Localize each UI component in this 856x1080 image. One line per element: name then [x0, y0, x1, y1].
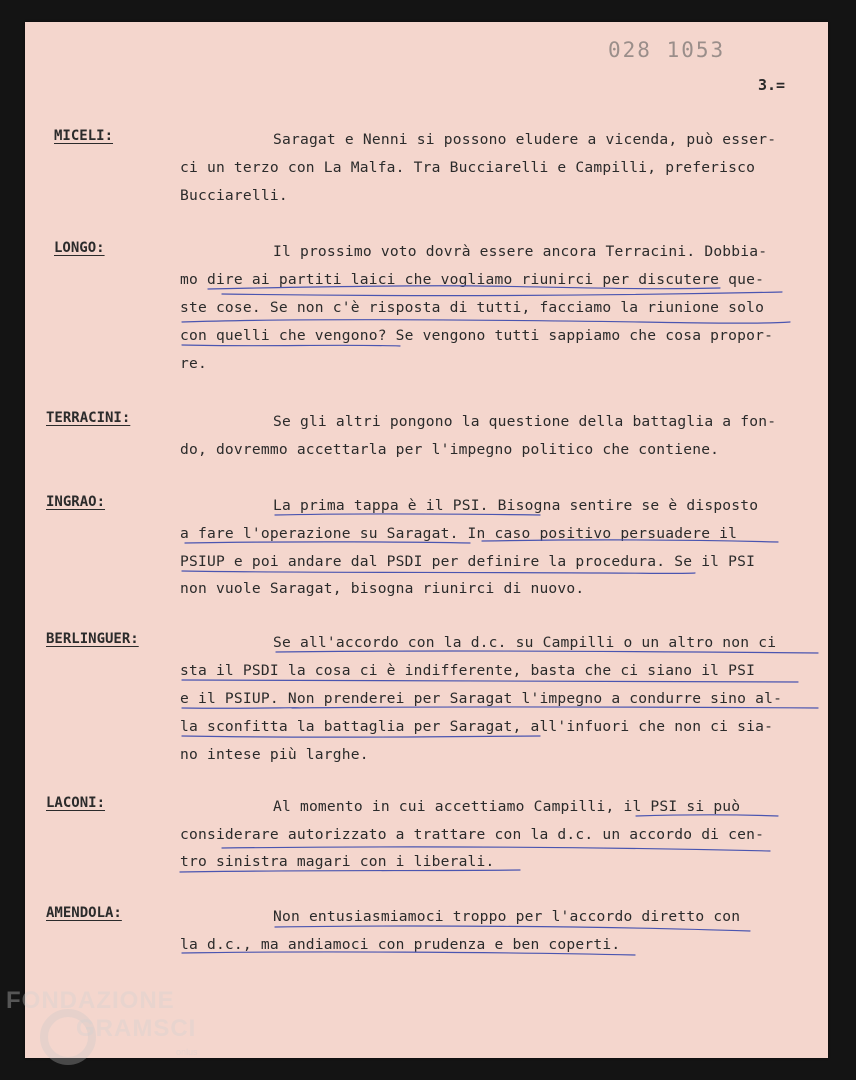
text-line: sta il PSDI la cosa ci è indifferente, basta che ci siano il PSI [180, 662, 756, 679]
speaker-laconi: LACONI: [46, 795, 106, 811]
speaker-berlinguer: BERLINGUER: [46, 631, 139, 647]
watermark-suffix: onlus [176, 1047, 198, 1057]
speaker-amendola: AMENDOLA: [46, 905, 122, 921]
text-line: considerare autorizzato a trattare con la d.c. un accordo di cen- [180, 826, 765, 843]
text-line: do, dovremmo accettarla per l'impegno politico che contiene. [180, 441, 720, 458]
text-line: a fare l'operazione su Saragat. In caso positivo persuadere il [180, 525, 738, 542]
text-line: e il PSIUP. Non prenderei per Saragat l'impegno a condurre sino al- [180, 690, 783, 707]
text-line: Se all'accordo con la d.c. su Campilli o un altro non ci [273, 634, 777, 651]
text-line: la d.c., ma andiamoci con prudenza e ben coperti. [180, 936, 621, 953]
watermark-line1: FONDAZIONE [6, 987, 175, 1014]
text-line: re. [180, 355, 207, 372]
text-line: Saragat e Nenni si possono eludere a vicenda, può esser- [273, 131, 777, 148]
text-line: La prima tappa è il PSI. Bisogna sentire se è disposto [273, 497, 759, 514]
speaker-terracini: TERRACINI: [46, 410, 131, 426]
text-line: Se gli altri pongono la questione della battaglia a fon- [273, 413, 777, 430]
text-line: PSIUP e poi andare dal PSDI per definire la procedura. Se il PSI [180, 553, 756, 570]
speaker-longo: LONGO: [54, 240, 105, 256]
watermark-line2: GRAMSCI [76, 1015, 197, 1042]
text-line: ci un terzo con La Malfa. Tra Bucciarelli e Campilli, preferisco [180, 159, 756, 176]
text-line: non vuole Saragat, bisogna riunirci di nuovo. [180, 580, 585, 597]
foundation-watermark [4, 987, 224, 1077]
text-line: mo dire ai partiti laici che vogliamo riunirci per discutere que- [180, 271, 765, 288]
text-line: Al momento in cui accettiamo Campilli, il PSI si può [273, 798, 741, 815]
text-line: Il prossimo voto dovrà essere ancora Terracini. Dobbia- [273, 243, 768, 260]
page-number: 3.= [758, 76, 786, 94]
speaker-ingrao: INGRAO: [46, 494, 106, 510]
text-line: no intese più larghe. [180, 746, 369, 763]
text-line: ste cose. Se non c'è risposta di tutti, facciamo la riunione solo [180, 299, 765, 316]
speaker-miceli: MICELI: [54, 128, 114, 144]
text-line: Non entusiasmiamoci troppo per l'accordo diretto con [273, 908, 741, 925]
text-line: tro sinistra magari con i liberali. [180, 853, 495, 870]
text-line: Bucciarelli. [180, 187, 288, 204]
archive-number: 028 1053 [608, 38, 726, 62]
text-line: la sconfitta la battaglia per Saragat, all'infuori che non ci sia- [180, 718, 774, 735]
text-line: con quelli che vengono? Se vengono tutti sappiamo che cosa propor- [180, 327, 774, 344]
